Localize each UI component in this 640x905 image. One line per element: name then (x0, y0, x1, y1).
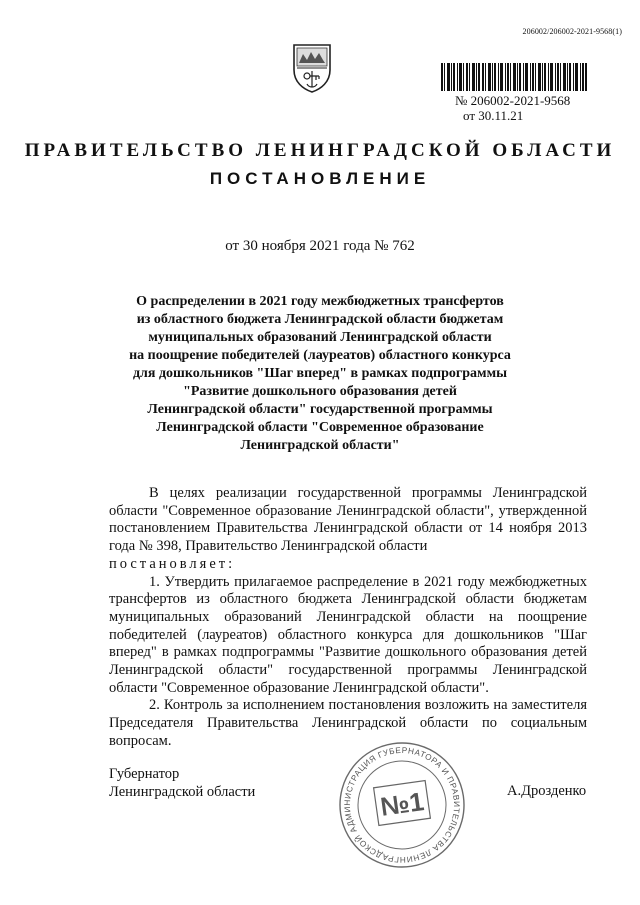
document-id: 206002/206002-2021-9568(1) (522, 27, 622, 36)
position-line: Губернатор (109, 766, 180, 782)
coat-of-arms-icon (291, 42, 333, 94)
svg-text:№1: №1 (378, 786, 426, 822)
title-line: для дошкольников "Шаг вперед" в рамках подпрограммы (132, 366, 508, 381)
registration-date: от 30.11.21 (463, 108, 524, 123)
title-line: из областного бюджета Ленинградской области бюджетам (136, 312, 504, 327)
item-2-paragraph: 2. Контроль за исполнением постановления возложить на заместителя Председателя Правительства Ленинградской области по социальным вопросам. (109, 697, 587, 749)
item-1-paragraph: 1. Утвердить прилагаемое распределение в 2021 году межбюджетных трансфертов из областного бюджета Ленинградской области бюджетам муниципальных образований Ленинградской области на поощрение победителей (лауреатов) областного конкурса для дошкольников "Шаг вперед" в рамках подпрограммы "Развитие дошкольного образования детей Ленинградской области" государственной программы Ленинградской области "Современное образование Ленинградской области". (109, 573, 587, 696)
registration-number: № 206002-2021-9568 (455, 93, 571, 108)
svg-text:АДМИНИСТРАЦИЯ ГУБЕРНАТОРА И ПР: АДМИНИСТРАЦИЯ ГУБЕРНАТОРА И ПРАВИТЕЛЬСТВА ЛЕНИНГРАДСКОЙ (342, 745, 462, 865)
document-title (120, 293, 520, 455)
title-line: Ленинградской области "Современное образование (156, 420, 484, 435)
resolves-word: постановляет: (109, 555, 236, 572)
document-type: ПОСТАНОВЛЕНИЕ (209, 169, 431, 188)
issuer-heading: ПРАВИТЕЛЬСТВО ЛЕНИНГРАДСКОЙ ОБЛАСТИ (24, 140, 616, 161)
title-line: Ленинградской области" (240, 438, 400, 453)
title-line: муниципальных образований Ленинградской области (148, 330, 492, 345)
title-line: Ленинградской области" государственной программы (147, 402, 493, 417)
title-line: О распределении в 2021 году межбюджетных трансфертов (136, 294, 504, 309)
title-line: "Развитие дошкольного образования детей (183, 384, 457, 399)
position-line: Ленинградской области (109, 784, 256, 800)
title-line: на поощрение победителей (лауреатов) областного конкурса (129, 348, 511, 363)
preamble-paragraph: В целях реализации государственной программы Ленинградской области "Современное образование Ленинградской области", утвержденной постановлением Правительства Ленинградской области от 14 ноября 2013 года № 398, Правительство Ленинградской области (109, 485, 587, 555)
official-stamp (336, 739, 468, 871)
document-date: от 30 ноября 2021 года № 762 (225, 238, 415, 254)
barcode (441, 63, 587, 91)
document-body (109, 485, 587, 751)
signatory-position (109, 765, 255, 801)
signatory-name: А.Дрозденко (507, 783, 587, 799)
